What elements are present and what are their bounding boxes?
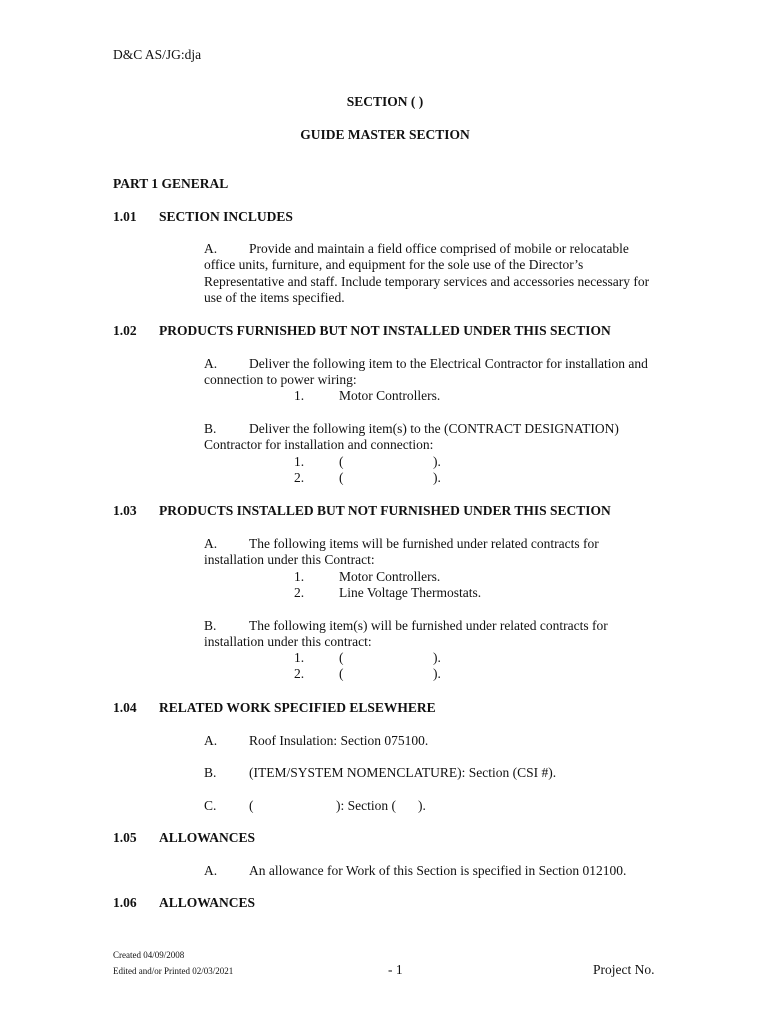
- list-item-close: ).: [433, 666, 441, 681]
- paragraph-103-b: [204, 618, 654, 651]
- paragraph-102-a: [204, 356, 654, 389]
- paragraph-text: Deliver the following item to the Electrical Contractor for installation and connection to power wiring:: [204, 356, 648, 388]
- article-number-101: 1.01: [113, 209, 137, 224]
- footer-page-number: - 1: [388, 962, 403, 977]
- paragraph-text: Deliver the following item(s) to the (CONTRACT DESIGNATION) Contractor for installation and connection:: [204, 421, 619, 453]
- list-item-number: 2.: [294, 666, 305, 681]
- paragraph-text: The following items will be furnished under related contracts for installation under this Contract:: [204, 536, 599, 568]
- list-item-text: Motor Controllers.: [339, 569, 441, 584]
- list-item-text: (: [339, 470, 344, 485]
- paragraph-104-c-open: (: [249, 798, 254, 813]
- paragraph-103-a: [204, 536, 654, 569]
- list-item-number: 1.: [294, 388, 305, 403]
- paragraph-101-a: [204, 241, 654, 307]
- paragraph-105-a-label: A.: [204, 863, 218, 878]
- paragraph-label: A.: [204, 356, 218, 371]
- section-number-title: SECTION ( ): [346, 94, 424, 109]
- article-number-106: 1.06: [113, 895, 137, 910]
- article-number-105: 1.05: [113, 830, 137, 845]
- list-item-number: 1.: [294, 569, 305, 584]
- list-item-number: 1.: [294, 454, 305, 469]
- paragraph-104-c-label: C.: [204, 798, 217, 813]
- list-item-text: (: [339, 666, 344, 681]
- paragraph-label: B.: [204, 618, 217, 633]
- paragraph-label: B.: [204, 421, 217, 436]
- list-item-number: 2.: [294, 470, 305, 485]
- document-initials: D&C AS/JG:dja: [113, 47, 202, 62]
- article-title-102: PRODUCTS FURNISHED BUT NOT INSTALLED UNDER THIS SECTION: [159, 323, 611, 338]
- paragraph-104-b-text: (ITEM/SYSTEM NOMENCLATURE): Section (CSI #).: [249, 765, 557, 780]
- guide-master-title: GUIDE MASTER SECTION: [300, 127, 470, 142]
- list-item-text: (: [339, 454, 344, 469]
- paragraph-102-b: [204, 421, 654, 454]
- paragraph-label: A.: [204, 241, 218, 256]
- article-title-105: ALLOWANCES: [159, 830, 256, 845]
- article-number-103: 1.03: [113, 503, 137, 518]
- footer-created-date: Created 04/09/2008: [113, 950, 185, 960]
- paragraph-104-c-close: ).: [418, 798, 426, 813]
- part-heading: PART 1 GENERAL: [113, 176, 229, 191]
- list-item-close: ).: [433, 470, 441, 485]
- paragraph-104-b-label: B.: [204, 765, 217, 780]
- list-item-close: ).: [433, 650, 441, 665]
- paragraph-104-a-label: A.: [204, 733, 218, 748]
- list-item-number: 2.: [294, 585, 305, 600]
- list-item-close: ).: [433, 454, 441, 469]
- list-item-text: Line Voltage Thermostats.: [339, 585, 482, 600]
- paragraph-text: Provide and maintain a field office comprised of mobile or relocatable office units, furniture, and equipment for the sole use of the Director’s Representative and staff. Include temporary services and accessories necessary for use of the items specified.: [204, 241, 650, 306]
- article-title-101: SECTION INCLUDES: [159, 209, 293, 224]
- article-number-104: 1.04: [113, 700, 137, 715]
- paragraph-105-a-text: An allowance for Work of this Section is specified in Section 012100.: [249, 863, 627, 878]
- list-item-text: (: [339, 650, 344, 665]
- footer-project-number: Project No.: [593, 962, 655, 977]
- paragraph-104-a-text: Roof Insulation: Section 075100.: [249, 733, 429, 748]
- paragraph-104-c-section: ): Section (: [336, 798, 396, 813]
- article-title-103: PRODUCTS INSTALLED BUT NOT FURNISHED UNDER THIS SECTION: [159, 503, 611, 518]
- list-item-text: Motor Controllers.: [339, 388, 441, 403]
- paragraph-text: The following item(s) will be furnished under related contracts for installation under this contract:: [204, 618, 608, 650]
- paragraph-label: A.: [204, 536, 218, 551]
- list-item-number: 1.: [294, 650, 305, 665]
- article-number-102: 1.02: [113, 323, 137, 338]
- article-title-104: RELATED WORK SPECIFIED ELSEWHERE: [159, 700, 436, 715]
- footer-edited-date: Edited and/or Printed 02/03/2021: [113, 966, 234, 976]
- article-title-106: ALLOWANCES: [159, 895, 256, 910]
